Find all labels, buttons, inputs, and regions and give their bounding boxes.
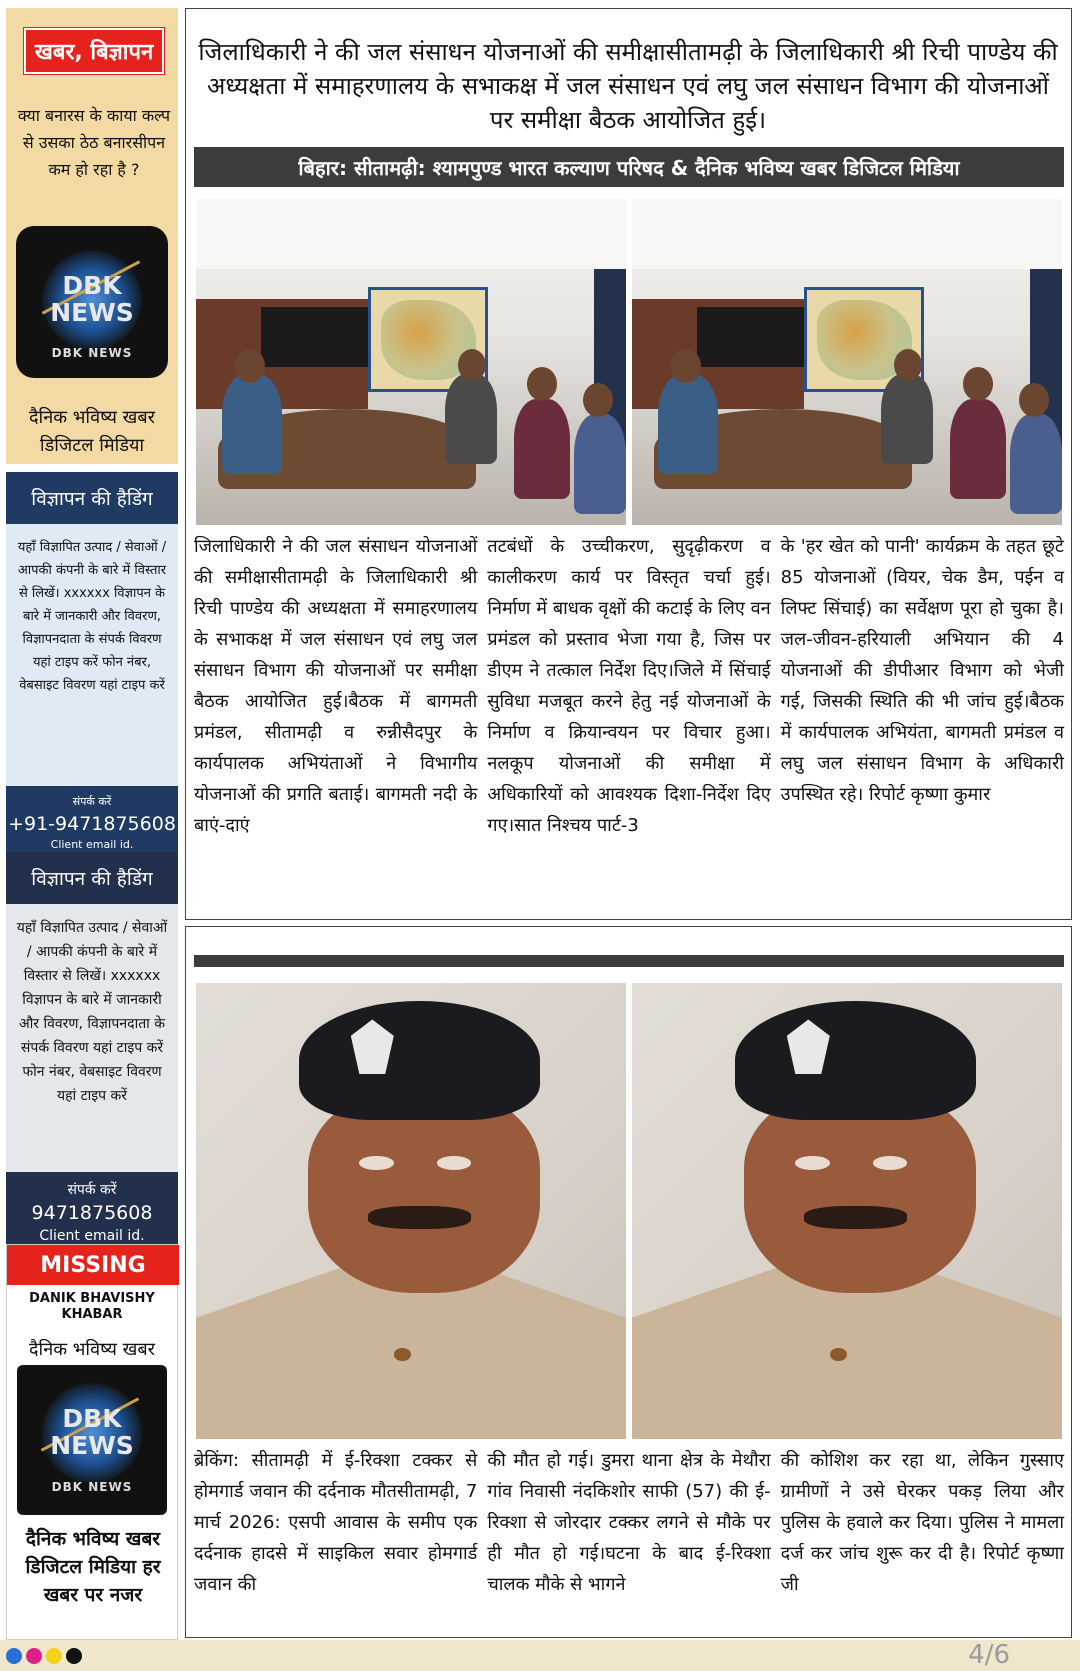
sidebar-caption: दैनिक भविष्य खबर डिजिटल मिडिया (29, 407, 155, 456)
news-ads-tag: खबर, बिज्ञापन (24, 28, 164, 74)
logo-brand-text: DBK NEWS (50, 1404, 134, 1460)
missing-panel (6, 1244, 178, 1640)
article-water-resources (185, 8, 1072, 920)
dbk-news-logo (17, 1365, 167, 1515)
color-dot (66, 1648, 82, 1664)
meeting-photo (196, 199, 626, 525)
article-column: के 'हर खेत को पानी' कार्यक्रम के तहत छूटे 85 योजनाओं (वियर, चेक डैम, पईन व लिफ्ट सिंचाई) का सर्वेक्षण पूरा हो चुका है। जल-जीवन-हरियाली अभियान की 4 योजनाओं की डीपीआर विभाग को भेजी गई, जिसकी स्थिति की भी जांच हुई।बैठक में कार्यपालक अभियंता, बागमती प्रमंडल व लघु जल संसाधन विभाग के अधिकारी उपस्थित रहे। रिपोर्ट कृष्णा कुमार (780, 536, 1064, 805)
home-guard-portrait (632, 983, 1062, 1439)
article-body (194, 1445, 1064, 1600)
color-dot (46, 1648, 62, 1664)
ad-contact-label: संपर्क करें (67, 1182, 117, 1198)
meeting-photo (632, 199, 1062, 525)
color-dot (6, 1648, 22, 1664)
ad-heading: विज्ञापन की हैडिंग (6, 472, 178, 524)
ad-body: यहाँ विज्ञापित उत्पाद / सेवाओं / आपकी कंपनी के बारे में विस्तार से लिखें। xxxxxx विज्ञापन के बारे में जानकारी और विवरण, विज्ञापनदाता के संपर्क विवरण यहां टाइप करें फोन नंबर, वेबसाइट विवरण यहां टाइप करें (6, 524, 178, 786)
article-column: की कोशिश कर रहा था, लेकिन गुस्साए ग्रामीणों ने उसे घेरकर पकड़ लिया और पुलिस के हवाले कर दिया। पुलिस ने मामला दर्ज कर जांच शुरू कर दी है। रिपोर्ट कृष्णा जी (780, 1450, 1064, 1595)
ad-email[interactable]: Client email id. (39, 1228, 145, 1244)
advertisement-box-2[interactable] (6, 852, 178, 1252)
ad-body: यहाँ विज्ञापित उत्पाद / सेवाओं / आपकी कंपनी के बारे में विस्तार से लिखें। xxxxxx विज्ञापन के बारे में जानकारी और विवरण, विज्ञापनदाता के संपर्क विवरण यहां टाइप करें फोन नंबर, वेबसाइट विवरण यहां टाइप करें (6, 904, 178, 1172)
article-column: की मौत हो गई। डुमरा थाना क्षेत्र के मेथौरा गांव निवासी नंदकिशोर साफी (57) की ई-रिक्शा से जोरदार टक्कर लगने से मौके पर ही मौत हो गई।घटना के बाद ई-रिक्शा चालक मौके से भागने (487, 1450, 771, 1595)
ad-phone[interactable]: 9471875608 (31, 1202, 153, 1224)
ad-email[interactable]: Client email id. (50, 838, 134, 851)
ad-heading: विज्ञापन की हैडिंग (6, 852, 178, 904)
logo-brand-text: DBK NEWS (50, 271, 134, 327)
missing-sub: DANIK BHAVISHY KHABAR (29, 1291, 155, 1322)
page-number: 4/6 (968, 1640, 1010, 1670)
ad-contact (6, 786, 178, 852)
article-column: जिलाधिकारी ने की जल संसाधन योजनाओं की समीक्षासीतामढ़ी के जिलाधिकारी श्री रिची पाण्डेय की अध्यक्षता में समाहरणालय के सभाकक्ष में जल संसाधन एवं लघु जल संसाधन विभाग की योजनाओं पर समीक्षा बैठक आयोजित हुई।बैठक में बागमती प्रमंडल, सीतामढ़ी व रुन्नीसैदपुर के कार्यपालक अभियंताओं ने विभागीय योजनाओं की प्रगति बताई। बागमती नदी के बाएं-दाएं (194, 536, 478, 836)
article-title-bar (194, 955, 1064, 967)
logo-sub-text: DBK NEWS (51, 346, 133, 360)
ad-phone[interactable]: +91-9471875608 (8, 813, 176, 835)
article-column: ब्रेकिंग: सीतामढ़ी में ई-रिक्शा टक्कर से होमगार्ड जवान की दर्दनाक मौतसीतामढ़ी, 7 मार्च 2026: एसपी आवास के समीप एक दर्दनाक हादसे में साइकिल सवार होमगार्ड जवान की (194, 1450, 478, 1595)
dbk-news-logo (16, 226, 168, 378)
missing-caption: दैनिक भविष्य खबर (29, 1339, 155, 1360)
missing-heading: MISSING (7, 1245, 179, 1285)
advertisement-box-1[interactable] (6, 472, 178, 852)
article-dateline: बिहार: सीतामढ़ी: श्यामपुण्ड भारत कल्याण परिषद & दैनिक भविष्य खबर डिजिटल मिडिया (194, 147, 1064, 187)
sidebar-top-panel (6, 8, 178, 464)
article-body (194, 531, 1064, 841)
article-headline: जिलाधिकारी ने की जल संसाधन योजनाओं की समीक्षासीतामढ़ी के जिलाधिकारी श्री रिची पाण्डेय की अध्यक्षता में समाहरणालय के सभाकक्ष में जल संसाधन एवं लघु जल संसाधन विभाग की योजनाओं पर समीक्षा बैठक आयोजित हुई। (198, 38, 1058, 134)
missing-footer: दैनिक भविष्य खबर डिजिटल मिडिया हर खबर पर नजर (25, 1528, 161, 1606)
color-dots (6, 1648, 82, 1664)
page-footer (0, 1640, 1080, 1671)
ad-contact (6, 1172, 178, 1252)
article-column: तटबंधों के उच्चीकरण, सुदृढ़ीकरण व कालीकरण कार्य पर विस्तृत चर्चा हुई। निर्माण में बाधक वृक्षों की कटाई के लिए वन प्रमंडल को प्रस्ताव भेजा गया है, जिस पर डीएम ने तत्काल निर्देश दिए।जिले में सिंचाई सुविधा मजबूत करने हेतु नई योजनाओं के निर्माण व क्रियान्वयन पर विचार हुआ। नलकूप योजनाओं की समीक्षा में अधिकारियों को आवश्यक दिशा-निर्देश दिए गए।सात निश्चय पार्ट-3 (487, 536, 771, 836)
home-guard-portrait (196, 983, 626, 1439)
sidebar (6, 8, 178, 1640)
color-dot (26, 1648, 42, 1664)
ad-contact-label: संपर्क करें (72, 795, 112, 808)
article-home-guard-accident (185, 926, 1072, 1638)
logo-sub-text: DBK NEWS (51, 1480, 133, 1494)
sidebar-question: क्या बनारस के काया कल्प से उसका ठेठ बनारसीपन कम हो रहा है ? (17, 106, 171, 179)
